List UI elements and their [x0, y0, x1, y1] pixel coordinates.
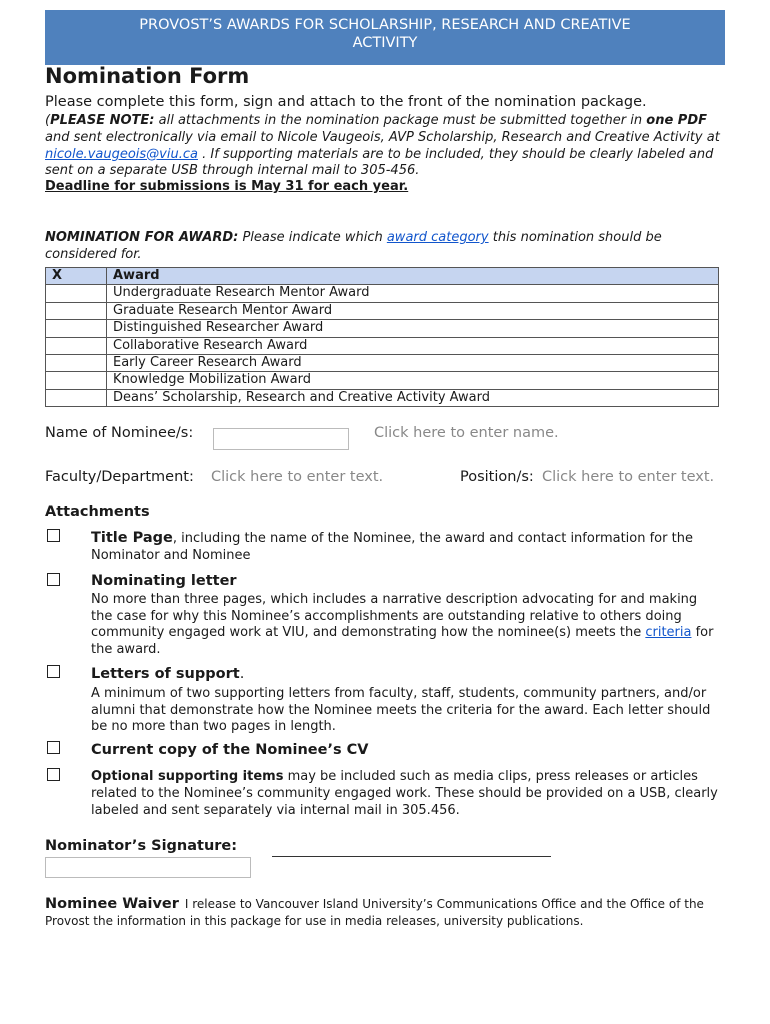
table-row [46, 389, 719, 406]
award-select-cell[interactable] [46, 337, 107, 354]
award-name: Knowledge Mobilization Award [107, 372, 719, 389]
nominee-name-input-box[interactable] [213, 428, 349, 450]
table-row [46, 337, 719, 354]
awards-table [45, 267, 719, 407]
signature-input-box[interactable] [45, 857, 251, 878]
award-select-cell[interactable] [46, 302, 107, 319]
signature-line[interactable] [272, 856, 551, 857]
waiver-head: Nominee Waiver [45, 896, 179, 912]
deadline-text: Deadline for submissions is May 31 for each year. [45, 179, 409, 194]
table-row [46, 285, 719, 302]
nominating-letter-head: Nominating letter [91, 573, 237, 589]
nomination-instructions: NOMINATION FOR AWARD: Please indicate which award category this nomination should be considered for. [45, 230, 662, 262]
header-banner [45, 10, 725, 65]
intro-text: Please complete this form, sign and attach to the front of the nomination package. [45, 94, 647, 110]
award-name: Collaborative Research Award [107, 337, 719, 354]
award-name: Undergraduate Research Mentor Award [107, 285, 719, 302]
col-x-header: X [46, 268, 107, 285]
award-select-cell[interactable] [46, 355, 107, 372]
award-name: Distinguished Researcher Award [107, 320, 719, 337]
table-row [46, 355, 719, 372]
nominating-letter-item: Nominating letter No more than three pages, which includes a narrative description advocating for and making the case for why this Nominee’s accomplishments are outstanding relative to others doing community engaged work at VIU, and demonstrating how the nominee(s) meets the criteria for the award. [91, 573, 721, 659]
optional-items-checkbox[interactable] [47, 768, 60, 781]
position-label: Position/s: [460, 469, 534, 485]
nominee-waiver [45, 896, 735, 930]
table-row [46, 320, 719, 337]
nominating-letter-checkbox[interactable] [47, 573, 60, 586]
letters-support-text: A minimum of two supporting letters from faculty, staff, students, community partners, and/or alumni that demonstrate how the Nominee meets the criteria for the award. Each letter should be no more than two pages in length. [91, 685, 711, 735]
letters-support-head: Letters of support [91, 666, 240, 682]
note-label: PLEASE NOTE: [50, 113, 155, 128]
nominee-label: Name of Nominee/s: [45, 425, 194, 441]
title-page-checkbox[interactable] [47, 529, 60, 542]
title-page-head: Title Page [91, 530, 173, 546]
cv-item [91, 742, 721, 760]
signature-label: Nominator’s Signature: [45, 838, 238, 854]
banner-line-1: PROVOST’S AWARDS FOR SCHOLARSHIP, RESEARCH AND CREATIVE [139, 17, 631, 33]
nominee-name-input[interactable]: Click here to enter name. [374, 425, 559, 441]
title-page-item: Title Page, including the name of the Nominee, the award and contact information for the Nominator and Nominee [91, 530, 693, 563]
banner-line-2: ACTIVITY [352, 35, 418, 51]
award-category-link[interactable]: award category [386, 230, 489, 245]
award-select-cell[interactable] [46, 389, 107, 406]
letters-support-checkbox[interactable] [47, 665, 60, 678]
cv-checkbox[interactable] [47, 741, 60, 754]
position-input[interactable]: Click here to enter text. [542, 469, 715, 485]
col-award-header: Award [107, 268, 719, 285]
attachments-heading: Attachments [45, 504, 150, 520]
submission-note: (PLEASE NOTE: all attachments in the nomination package must be submitted together in one PDF and sent electronically via email to Nicole Vaugeois, AVP Scholarship, Research and Creative Activity at nicole.vaugeois@viu.ca . If supporting materials are to be included, they should be clearly labeled and sent on a separate USB through internal mail to 305-456. [45, 113, 720, 179]
table-row [46, 372, 719, 389]
note-one-pdf: one PDF [646, 113, 707, 128]
faculty-input[interactable]: Click here to enter text. [211, 469, 384, 485]
awards-table-header [46, 268, 719, 285]
letters-support-item: Letters of support. A minimum of two supporting letters from faculty, staff, students, community partners, and/or alumni that demonstrate how the Nominee meets the criteria for the award. Each letter should be no more than two pages in length. [91, 666, 721, 736]
nomination-label: NOMINATION FOR AWARD: [45, 230, 239, 245]
award-name: Early Career Research Award [107, 355, 719, 372]
email-link[interactable]: nicole.vaugeois@viu.ca [45, 146, 198, 162]
award-select-cell[interactable] [46, 285, 107, 302]
award-select-cell[interactable] [46, 372, 107, 389]
page-title: Nomination Form [45, 64, 250, 88]
table-row [46, 302, 719, 319]
award-name: Deans’ Scholarship, Research and Creative Activity Award [107, 389, 719, 406]
criteria-link[interactable]: criteria [645, 625, 692, 641]
optional-items-item: Optional supporting items may be included such as media clips, press releases or articles related to the Nominee’s community engaged work. These should be provided on a USB, clearly labeled and sent separately via internal mail in 305.456. [91, 769, 718, 818]
waiver-text: I release to Vancouver Island University’s Communications Office and the Office of the Provost the information in this package for use in media releases, university publications. [45, 897, 704, 928]
award-name: Graduate Research Mentor Award [107, 302, 719, 319]
cv-head: Current copy of the Nominee’s CV [91, 742, 369, 758]
optional-items-head: Optional supporting items [91, 769, 284, 784]
faculty-label: Faculty/Department: [45, 469, 194, 485]
award-select-cell[interactable] [46, 320, 107, 337]
